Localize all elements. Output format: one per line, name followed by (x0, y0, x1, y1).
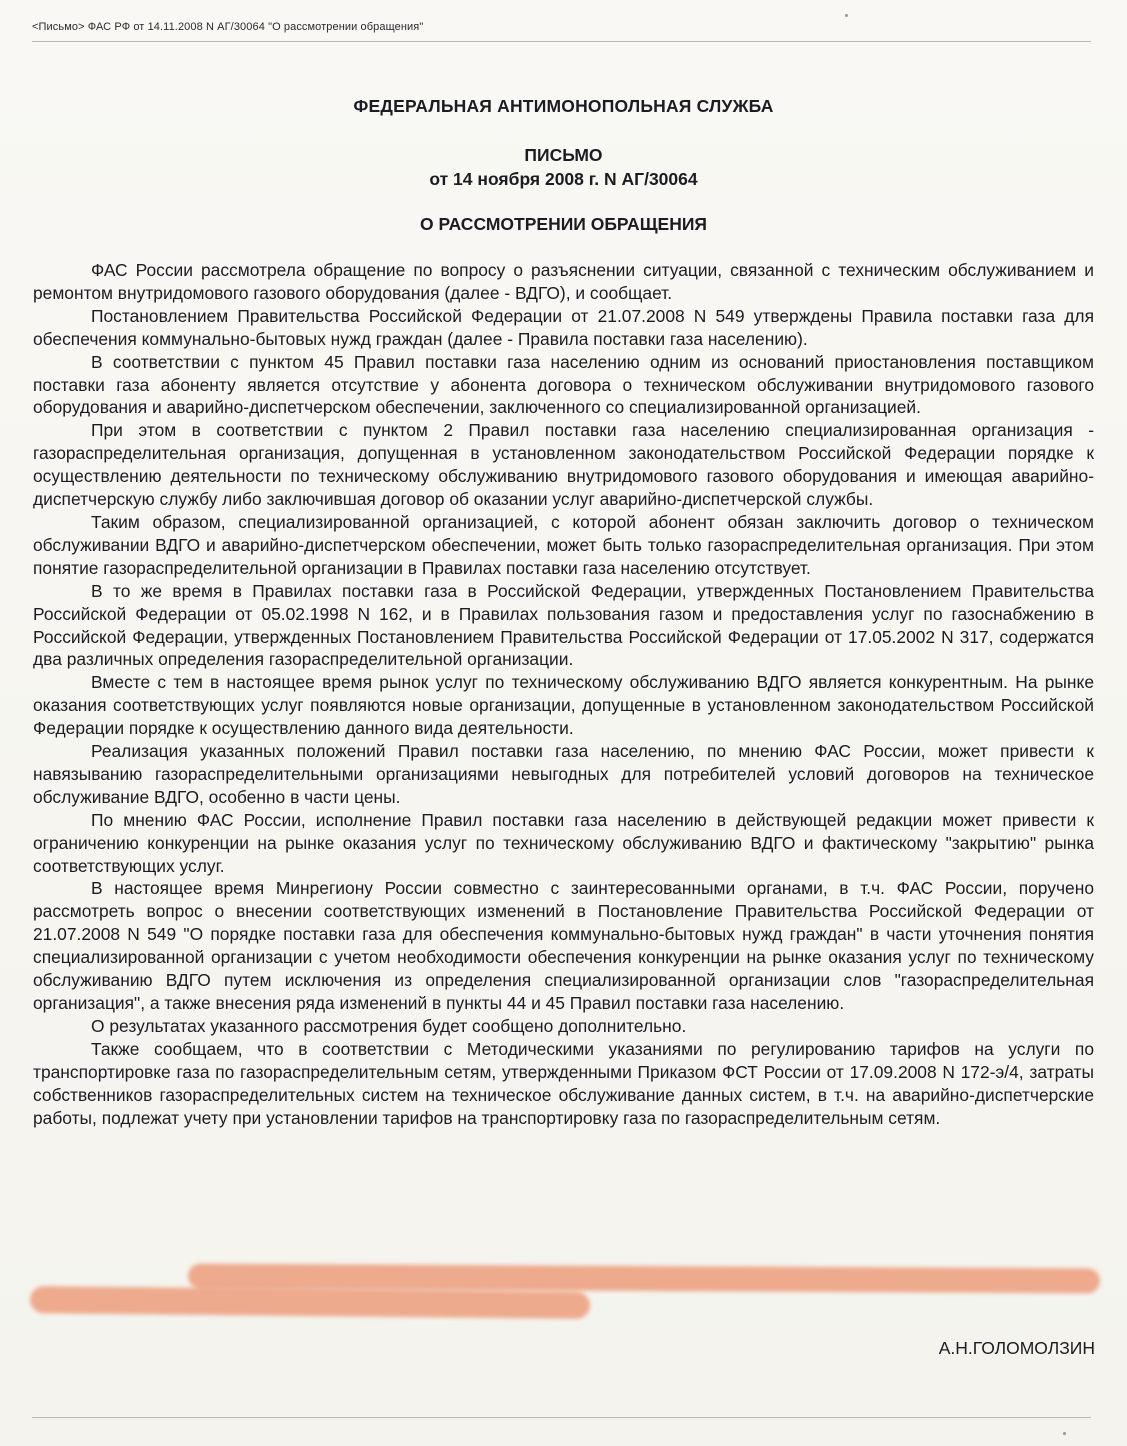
scan-dust-speck (1063, 1432, 1066, 1435)
document-subject: О РАССМОТРЕНИИ ОБРАЩЕНИЯ (420, 214, 707, 234)
body-paragraph-3: В соответствии с пунктом 45 Правил поставки газа населению одним из оснований приостановления поставщиком поставки газа абоненту является отсутствие у абонента договора о техническом обслуживании внутридомового газового оборудования и аварийно-диспетчерском обеспечении, заключенного со специализированной организацией. (33, 351, 1094, 418)
scan-dust-speck (845, 14, 848, 17)
body-paragraph-11: О результатах указанного рассмотрения будет сообщено дополнительно. (91, 1015, 687, 1036)
body-paragraph-5: Таким образом, специализированной организацией, с которой абонент обязан заключить договор о техническом обслуживании ВДГО и аварийно-диспетчерском обеспечении, может быть только газораспределительная организация. При этом понятие газораспределительной организации в Правилах поставки газа населению отсутствует. (33, 511, 1094, 578)
body-paragraph-8: Реализация указанных положений Правил поставки газа населению, по мнению ФАС России, может привести к навязыванию газораспределительными организациями невыгодных для потребителей условий договоров на техническое обслуживание ВДГО, особенно в части цены. (33, 741, 1094, 807)
highlighter-mark-line-2 (30, 1286, 590, 1319)
signatory-name: А.Н.ГОЛОМОЛЗИН (938, 1338, 1095, 1358)
body-paragraph-6: В то же время в Правилах поставки газа в Российской Федерации, утвержденных Постановлением Правительства Российской Федерации от 05.02.1998 N 162, и в Правилах пользования газом и предоставления услуг по газоснабжению в Российской Федерации, утвержденных Постановлением Правительства Российской Федерации от 17.05.2002 N 317, содержатся два различных определения газораспределительной организации. (33, 580, 1094, 670)
body-paragraph-2: Постановлением Правительства Российской Федерации от 21.07.2008 N 549 утверждены Правила поставки газа для обеспечения коммунально-бытовых нужд граждан (далее - Правила поставки газа населению). (33, 305, 1094, 349)
document-type: ПИСЬМО (524, 145, 603, 165)
bottom-divider (32, 1417, 1091, 1418)
letter-body (33, 259, 1094, 1129)
organization-title: ФЕДЕРАЛЬНАЯ АНТИМОНОПОЛЬНАЯ СЛУЖБА (353, 96, 774, 116)
body-paragraph-10: В настоящее время Минрегиону России совместно с заинтересованными органами, в т.ч. ФАС России, поручено рассмотреть вопрос о внесении соответствующих изменений в Постановление Правительства Российской Федерации от 21.07.2008 N 549 "О порядке поставки газа для обеспечения коммунально-бытовых нужд граждан" в части уточнения понятия специализированной организации с учетом необходимости обеспечения конкуренции на рынке оказания услуг по техническому обслуживанию ВДГО путем исключения из определения специализированной организации слов "газораспределительная организация", а также внесения ряда изменений в пункты 44 и 45 Правил поставки газа населению. (33, 878, 1094, 1013)
document-date-number: от 14 ноября 2008 г. N АГ/30064 (429, 169, 698, 189)
body-paragraph-4: При этом в соответствии с пунктом 2 Правил поставки газа населению специализированная организация - газораспределительная организация, допущенная в установленном законодательством Российской Федерации порядке к осуществлению деятельности по техническому обслуживанию внутридомового газового оборудования и имеющая аварийно-диспетчерскую службу либо заключившая договор об оказании услуг аварийно-диспетчерской службы. (33, 420, 1094, 510)
body-paragraph-1: ФАС России рассмотрела обращение по вопросу о разъяснении ситуации, связанной с техническим обслуживанием и ремонтом внутридомового газового оборудования (далее - ВДГО), и сообщает. (33, 260, 1094, 303)
top-divider (32, 41, 1091, 42)
body-paragraph-9: По мнению ФАС России, исполнение Правил поставки газа населению в действующей редакции может привести к ограничению конкуренции на рынке оказания услуг по техническому обслуживанию ВДГО и фактическому "закрытию" рынка соответствующих услуг. (33, 809, 1094, 876)
document-reference-header: <Письмо> ФАС РФ от 14.11.2008 N АГ/30064 "О рассмотрении обращения" (32, 21, 424, 33)
body-paragraph-7: Вместе с тем в настоящее время рынок услуг по техническому обслуживанию ВДГО является конкурентным. На рынке оказания соответствующих услуг появляются новые организации, допущенные в установленном законодательством Российской Федерации порядке к осуществлению данного вида деятельности. (33, 672, 1094, 739)
body-paragraph-12: Также сообщаем, что в соответствии с Методическими указаниями по регулированию тарифов на услуги по транспортировке газа по газораспределительным сетям, утвержденными Приказом ФСТ России от 17.09.2008 N 172-э/4, затраты собственников газораспределительных систем на техническое обслуживание данных систем, в т.ч. на аварийно-диспетчерские работы, подлежат учету при установлении тарифов на транспортировку газа по газораспределительным сетям. (33, 1038, 1094, 1128)
